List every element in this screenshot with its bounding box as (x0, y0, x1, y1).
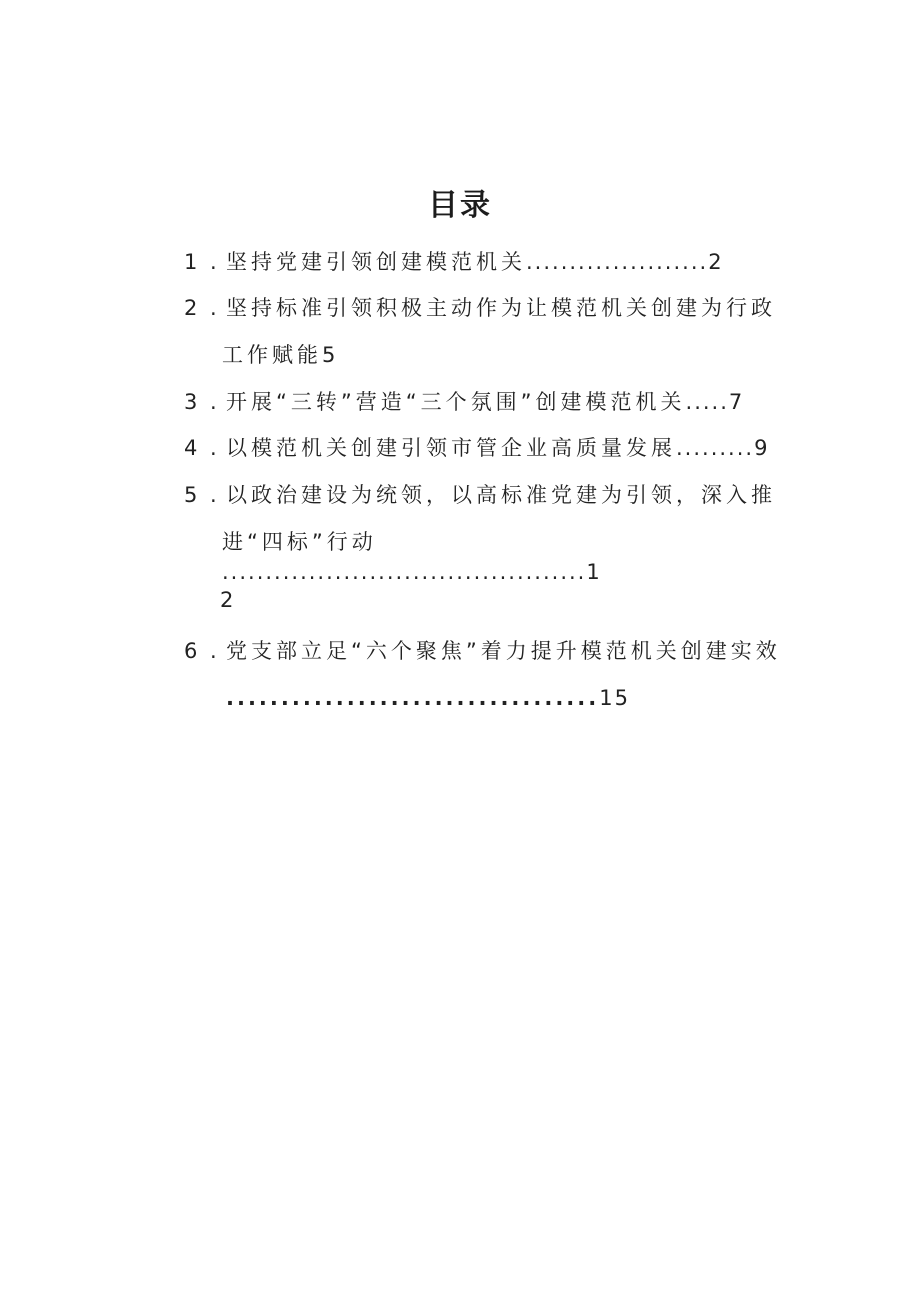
toc-entry-6[interactable] (184, 636, 781, 666)
toc-entry-title: 开展“三转”营造“三个氛围”创建模范机关 (226, 390, 686, 414)
toc-leader-dots: ..................... (526, 250, 709, 274)
toc-entry-title: 以政治建设为统领，以高标准党建为引领，深入推 (226, 483, 776, 507)
toc-entry-5-page-wrap (220, 585, 235, 615)
toc-entry-5-leader[interactable] (222, 557, 602, 587)
toc-page-number: 7 (728, 390, 745, 414)
toc-entry-title: 坚持党建引领创建模范机关 (226, 250, 526, 274)
toc-page-number: 9 (754, 436, 770, 460)
toc-entry-number: 1 . (184, 250, 220, 274)
toc-entry-number: 2 . (184, 296, 220, 320)
toc-leader-dots: .......................................... (222, 560, 587, 584)
toc-entry-1[interactable] (184, 247, 724, 277)
toc-entry-title: 进“四标”行动 (222, 530, 377, 554)
toc-entry-5[interactable] (184, 480, 776, 510)
toc-entry-title: 党支部立足“六个聚焦”着力提升模范机关创建实效 (226, 639, 781, 663)
toc-entry-number: 5 . (184, 483, 220, 507)
toc-entry-number: 3 . (184, 390, 220, 414)
toc-page-number: 2 (220, 588, 236, 612)
toc-entry-2[interactable] (184, 293, 776, 323)
toc-entry-5-continuation[interactable] (222, 527, 377, 557)
toc-entry-2-continuation[interactable] (222, 340, 337, 370)
toc-leader-dots: ..... (685, 390, 729, 414)
toc-leader-dots: ......... (676, 436, 755, 460)
toc-page-number: 5 (322, 343, 338, 367)
toc-page-number: 1 (586, 560, 602, 584)
page-title: 目录 (428, 188, 492, 223)
toc-entry-title: 以模范机关创建引领市管企业高质量发展 (226, 436, 676, 460)
toc-entry-title: 工作赋能 (222, 343, 322, 367)
toc-entry-6-leader[interactable] (226, 683, 630, 713)
toc-page-number: 15 (599, 686, 630, 710)
toc-entry-number: 6 . (184, 639, 220, 663)
toc-page-number: 2 (708, 250, 724, 274)
toc-entry-title: 坚持标准引领积极主动作为让模范机关创建为行政 (226, 296, 776, 320)
toc-entry-4[interactable] (184, 433, 769, 463)
toc-leader-dots: .................................. (226, 686, 600, 710)
toc-entry-3[interactable] (184, 387, 744, 417)
toc-entry-number: 4 . (184, 436, 220, 460)
